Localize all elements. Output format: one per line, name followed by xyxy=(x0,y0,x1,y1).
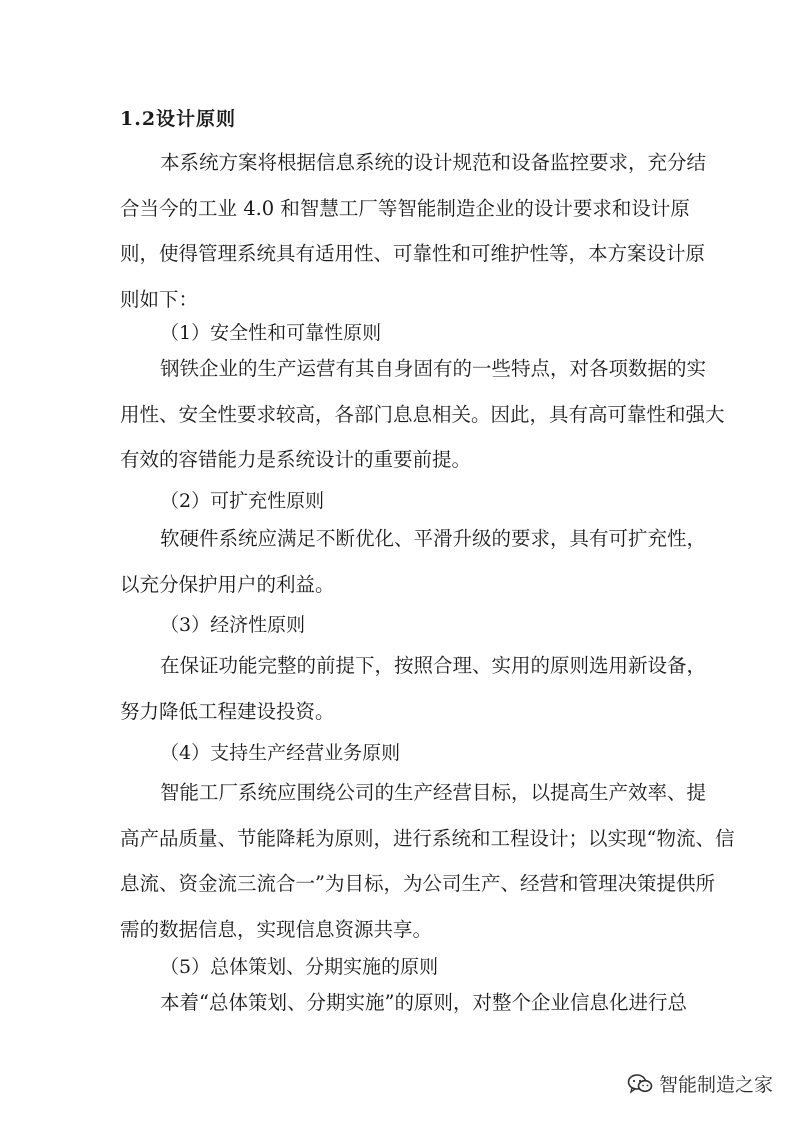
paragraph-line: 合当今的工业 4.0 和智慧工厂等智能制造企业的设计要求和设计原 xyxy=(120,196,690,220)
paragraph-line: 高产品质量、节能降耗为原则，进行系统和工程设计；以实现“物流、信 xyxy=(120,826,735,850)
paragraph-line: 在保证功能完整的前提下，按照合理、实用的原则选用新设备， xyxy=(160,654,707,677)
intro-paragraph xyxy=(120,140,706,322)
principle-body-5 xyxy=(120,980,687,1026)
principle-title-5: （5）总体策划、分期实施的原则 xyxy=(160,956,439,978)
paragraph-line: 钢铁企业的生产运营有其自身固有的一些特点，对各项数据的实 xyxy=(160,357,707,380)
principle-title-1: （1）安全性和可靠性原则 xyxy=(160,322,382,344)
paragraph-line: 则，使得管理系统具有适用性、可靠性和可维护性等，本方案设计原 xyxy=(120,242,706,265)
principle-title-3: （3）经济性原则 xyxy=(160,614,306,636)
principle-body-3 xyxy=(120,643,706,734)
paragraph-line: 需的数据信息，实现信息资源共享。 xyxy=(120,917,433,941)
paragraph-line: 智能工厂系统应围绕公司的生产经营目标，以提高生产效率、提 xyxy=(160,781,707,804)
watermark xyxy=(627,1070,773,1097)
principle-body-1 xyxy=(120,346,725,483)
paragraph-line: 软硬件系统应满足不断优化、平滑升级的要求，具有可扩充性， xyxy=(160,527,707,550)
watermark-text: 智能制造之家 xyxy=(658,1074,773,1096)
paragraph-line: 本着“总体策划、分期实施”的原则，对整个企业信息化进行总 xyxy=(160,991,687,1014)
wechat-icon xyxy=(627,1073,653,1095)
paragraph-line: 以充分保护用户的利益。 xyxy=(120,572,335,596)
principle-body-2 xyxy=(120,516,706,607)
principle-body-4 xyxy=(120,770,734,952)
paragraph-line: 本系统方案将根据信息系统的设计规范和设备监控要求，充分结 xyxy=(160,151,707,174)
paragraph-line: 有效的容错能力是系统设计的重要前提。 xyxy=(120,448,472,471)
principle-title-2: （2）可扩充性原则 xyxy=(160,490,325,512)
section-heading: 1.2设计原则 xyxy=(120,108,237,130)
paragraph-line: 息流、资金流三流合一”为目标，为公司生产、经营和管理决策提供所 xyxy=(120,872,715,895)
paragraph-line: 用性、安全性要求较高，各部门息息相关。因此，具有高可靠性和强大 xyxy=(120,402,725,426)
principle-title-4: （4）支持生产经营业务原则 xyxy=(160,742,401,764)
paragraph-line: 努力降低工程建设投资。 xyxy=(120,699,335,723)
paragraph-line: 则如下： xyxy=(120,287,199,311)
